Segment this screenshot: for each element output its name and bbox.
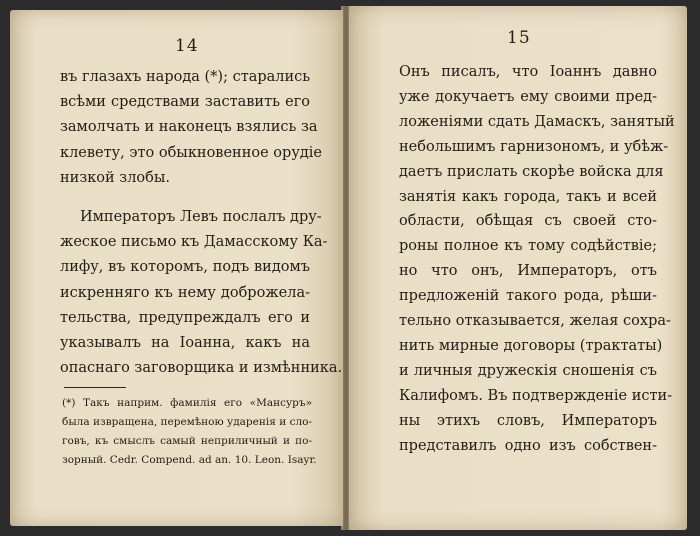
- right-page-text: [399, 60, 675, 459]
- text-line: Императоръ Левъ послалъ дру-: [80, 209, 322, 226]
- text-line: уже докучаетъ ему своими пред-: [399, 88, 657, 105]
- footnote-divider: [64, 387, 126, 388]
- text-line: области, обѣщая съ своей сто-: [399, 213, 657, 230]
- text-line: роны полное къ тому содѣйствіе;: [399, 238, 657, 255]
- text-line: даетъ прислать скорѣе войска для: [399, 163, 664, 180]
- footnote-line: была извращена, перемѣною ударенія и сло-: [62, 416, 312, 428]
- text-line: искренняго къ нему доброжела-: [60, 284, 310, 301]
- text-line: представилъ одно изъ собствен-: [399, 437, 657, 454]
- text-line: Калифомъ. Въ подтвержденіе исти-: [399, 387, 673, 404]
- text-line: всѣми средствами заставить его: [60, 94, 310, 111]
- left-page-text: [60, 65, 343, 381]
- text-line: опаснаго заговорщика и измѣнника.: [60, 360, 343, 377]
- text-line: небольшимъ гарнизономъ, и убѣж-: [399, 138, 669, 155]
- text-line: занятія какъ города, такъ и всей: [399, 188, 657, 205]
- text-line: нить мирные договоры (трактаты): [399, 337, 663, 354]
- text-line: лифу, въ которомъ, подъ видомъ: [60, 259, 310, 276]
- text-line: въ глазахъ народа (*); старались: [60, 69, 311, 85]
- left-page: [10, 10, 343, 526]
- text-line: указывалъ на Іоанна, какъ на: [60, 335, 310, 352]
- text-line: клевету, это обыкновенное орудіе: [60, 144, 322, 161]
- text-line: Онъ писалъ, что Іоаннъ давно: [399, 64, 657, 80]
- page-number-right: 15: [507, 28, 531, 48]
- text-line: ны этихъ словъ, Императоръ: [399, 412, 657, 429]
- text-line: ложеніями сдать Дамаскъ, занятый: [399, 113, 675, 130]
- text-line: предложеній такого рода, рѣши-: [399, 288, 657, 305]
- text-line: тельства, предупреждалъ его и: [60, 309, 310, 326]
- footnote: [62, 394, 317, 470]
- text-line: тельно отказывается, желая сохра-: [399, 313, 671, 330]
- text-line: низкой злобы.: [60, 169, 171, 186]
- footnote-line: зорный. Cedr. Compend. ad an. 10. Leon. Isayr.: [62, 454, 317, 466]
- footnote-line: (*) Такъ наприм. фамилія его «Мансуръ»: [62, 397, 312, 409]
- right-page: [349, 6, 687, 530]
- text-line: но что онъ, Императоръ, отъ: [399, 263, 657, 280]
- page-number-left: 14: [175, 36, 199, 56]
- text-line: замолчать и наконецъ взялись за: [60, 119, 318, 136]
- footnote-line: говъ, къ смыслъ самый неприличный и по-: [62, 435, 312, 447]
- text-line: и личныя дружескія сношенія съ: [399, 362, 657, 379]
- text-line: жеское письмо къ Дамасскому Ка-: [60, 234, 328, 251]
